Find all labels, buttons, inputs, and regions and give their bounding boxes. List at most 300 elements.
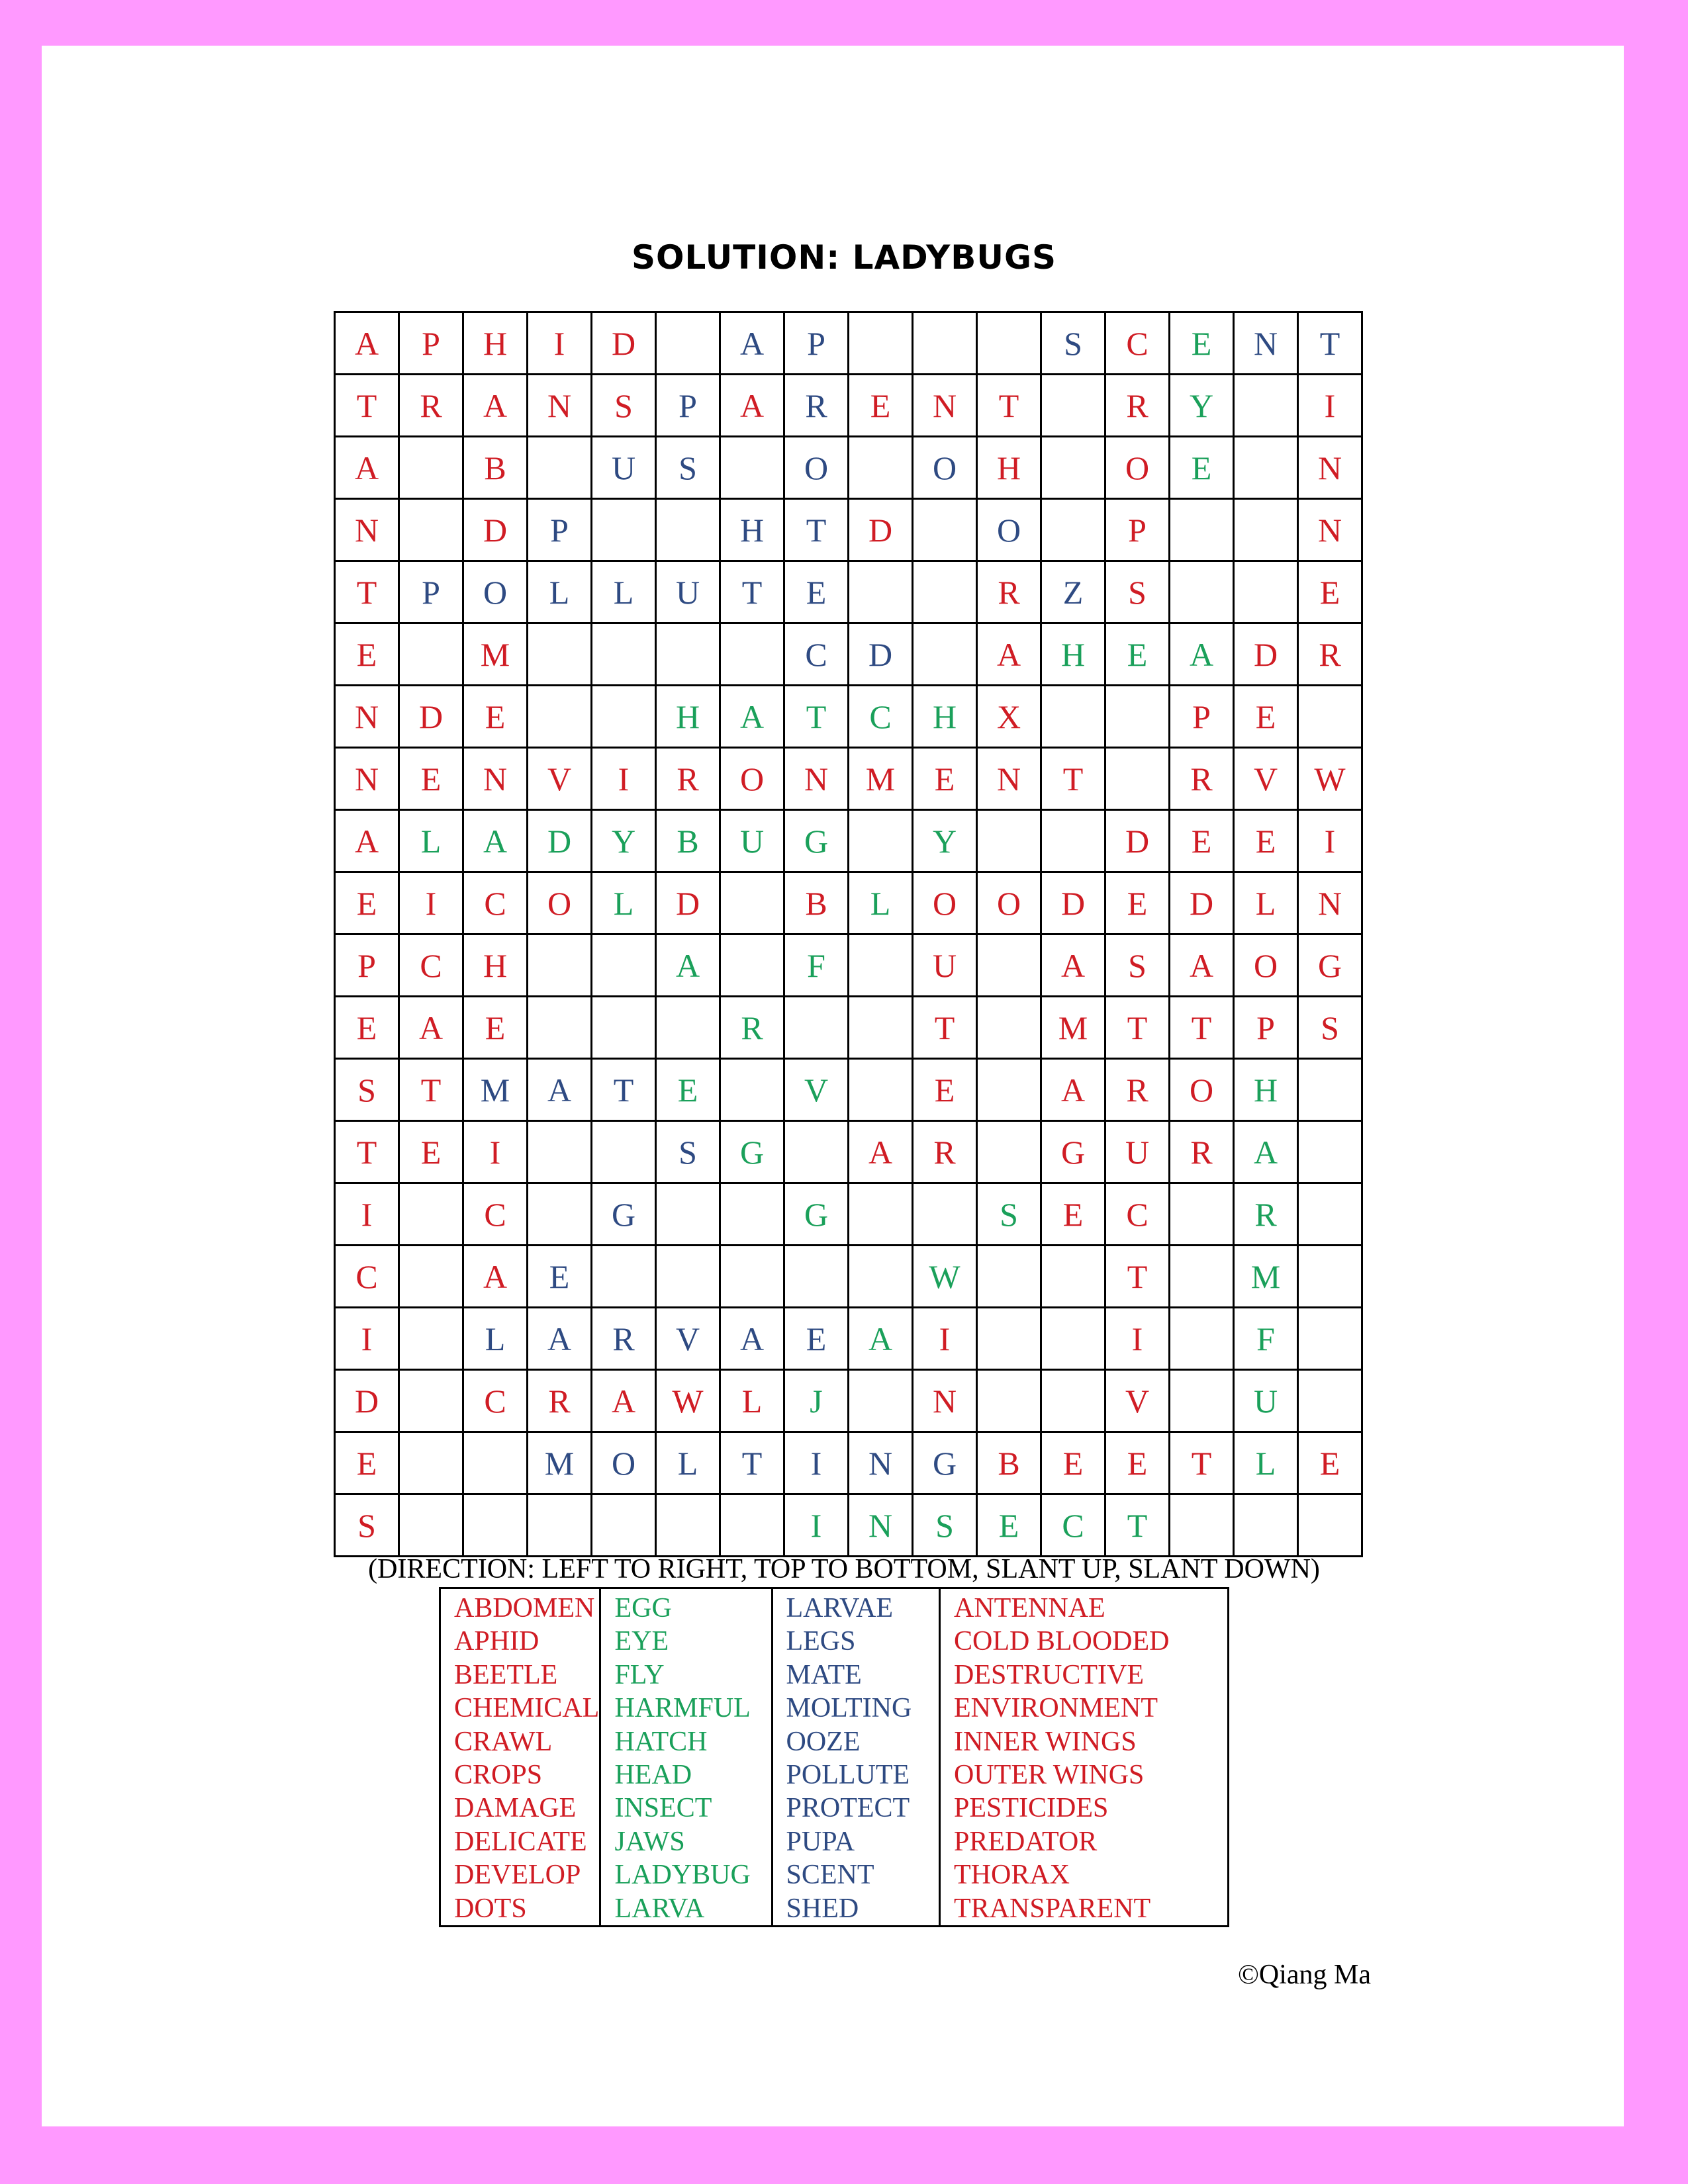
grid-cell <box>463 997 528 1059</box>
grid-letter: H <box>996 449 1021 486</box>
grid-cell <box>656 1183 720 1246</box>
grid-cell <box>720 499 784 561</box>
grid-letter: D <box>418 698 444 735</box>
word-list-item: DELICATE <box>454 1826 587 1857</box>
grid-letter: Y <box>1189 387 1214 424</box>
grid-letter: L <box>613 884 634 922</box>
grid-letter: S <box>1128 946 1147 984</box>
grid-cell <box>1041 1494 1105 1557</box>
grid-cell <box>656 872 720 934</box>
grid-cell <box>720 375 784 437</box>
word-list-item: CROPS <box>454 1760 543 1791</box>
grid-letter: H <box>932 698 957 735</box>
grid-letter: U <box>1125 1133 1150 1171</box>
grid-cell <box>849 810 913 872</box>
grid-cell <box>335 1246 399 1308</box>
grid-cell <box>1298 437 1362 499</box>
grid-cell <box>913 1432 977 1494</box>
grid-letter: E <box>1191 822 1212 860</box>
grid-cell <box>1170 561 1234 623</box>
grid-row <box>335 1246 1362 1308</box>
grid-cell <box>1170 1494 1234 1557</box>
grid-row <box>335 375 1362 437</box>
grid-cell <box>1041 1121 1105 1183</box>
grid-cell <box>849 748 913 810</box>
grid-letter: E <box>1319 573 1340 611</box>
grid-cell <box>1234 997 1298 1059</box>
grid-cell <box>1041 1370 1105 1432</box>
grid-cell <box>1170 437 1234 499</box>
grid-letter: O <box>932 449 957 486</box>
grid-cell <box>399 1432 463 1494</box>
grid-letter: A <box>996 635 1021 673</box>
grid-letter: T <box>741 573 763 611</box>
grid-cell <box>1105 1370 1170 1432</box>
grid-letter: V <box>547 760 572 797</box>
grid-letter: I <box>810 1506 822 1544</box>
grid-cell <box>1170 748 1234 810</box>
grid-cell <box>849 1308 913 1370</box>
grid-cell <box>592 1059 656 1121</box>
grid-cell <box>784 748 849 810</box>
grid-cell <box>1170 686 1234 748</box>
word-list-item: OUTER WINGS <box>954 1760 1145 1791</box>
grid-letter: A <box>739 324 765 362</box>
grid-letter: E <box>356 1444 377 1482</box>
grid-letter: R <box>612 1320 635 1357</box>
grid-cell <box>1298 872 1362 934</box>
grid-cell <box>463 1059 528 1121</box>
grid-cell <box>1041 1246 1105 1308</box>
direction-note: (DIRECTION: LEFT TO RIGHT, TOP TO BOTTOM, SLANT UP, SLANT DOWN) <box>368 1554 1320 1584</box>
grid-letter: U <box>739 822 765 860</box>
grid-cell <box>784 1308 849 1370</box>
grid-letter: Y <box>932 822 957 860</box>
grid-cell <box>1170 375 1234 437</box>
grid-letter: D <box>868 635 893 673</box>
grid-cell <box>977 561 1041 623</box>
grid-row <box>335 1059 1362 1121</box>
grid-letter: D <box>1125 822 1150 860</box>
grid-cell <box>592 1246 656 1308</box>
grid-cell <box>656 1494 720 1557</box>
grid-cell <box>463 1183 528 1246</box>
grid-letter: A <box>675 946 700 984</box>
grid-letter: T <box>1191 1009 1212 1046</box>
grid-letter: B <box>677 822 699 860</box>
grid-letter: E <box>420 760 442 797</box>
word-list-item: PUPA <box>786 1826 855 1857</box>
grid-cell <box>1234 1494 1298 1557</box>
grid-cell <box>656 1246 720 1308</box>
word-list-item: PESTICIDES <box>954 1793 1109 1824</box>
grid-cell <box>1105 686 1170 748</box>
grid-cell <box>399 810 463 872</box>
grid-letter: G <box>932 1444 957 1482</box>
grid-cell <box>977 499 1041 561</box>
grid-cell <box>977 1494 1041 1557</box>
grid-cell <box>977 1308 1041 1370</box>
grid-cell <box>592 934 656 997</box>
word-list-item: EYE <box>614 1626 669 1657</box>
grid-cell <box>528 623 592 686</box>
grid-letter: I <box>361 1195 373 1233</box>
grid-cell <box>784 997 849 1059</box>
grid-cell <box>913 872 977 934</box>
grid-letter: H <box>675 698 700 735</box>
grid-cell <box>592 1183 656 1246</box>
grid-letter: A <box>1060 946 1086 984</box>
grid-row <box>335 872 1362 934</box>
grid-cell <box>1298 499 1362 561</box>
grid-cell <box>463 934 528 997</box>
grid-cell <box>1298 1432 1362 1494</box>
grid-row <box>335 623 1362 686</box>
grid-cell <box>784 1059 849 1121</box>
grid-cell <box>1041 437 1105 499</box>
grid-cell <box>463 1121 528 1183</box>
grid-letter: I <box>810 1444 822 1482</box>
grid-cell <box>1170 997 1234 1059</box>
grid-cell <box>977 1059 1041 1121</box>
grid-row <box>335 686 1362 748</box>
grid-letter: Y <box>611 822 636 860</box>
grid-letter: G <box>804 822 829 860</box>
grid-row <box>335 1308 1362 1370</box>
grid-cell <box>335 1059 399 1121</box>
grid-letter: S <box>1321 1009 1339 1046</box>
grid-letter: E <box>420 1133 442 1171</box>
grid-cell <box>1298 375 1362 437</box>
grid-cell <box>913 1494 977 1557</box>
grid-cell <box>1234 561 1298 623</box>
grid-letter: E <box>485 1009 506 1046</box>
grid-letter: E <box>549 1257 570 1295</box>
grid-cell <box>913 1121 977 1183</box>
grid-letter: G <box>611 1195 636 1233</box>
grid-letter: R <box>1126 387 1149 424</box>
grid-letter: B <box>998 1444 1020 1482</box>
grid-letter: P <box>550 511 569 549</box>
grid-cell <box>592 872 656 934</box>
grid-cell <box>1041 312 1105 375</box>
grid-cell <box>528 810 592 872</box>
grid-cell <box>528 1059 592 1121</box>
grid-letter: G <box>739 1133 765 1171</box>
grid-cell <box>463 375 528 437</box>
grid-letter: T <box>806 511 827 549</box>
grid-letter: G <box>1317 946 1342 984</box>
grid-cell <box>849 997 913 1059</box>
word-list-item: HARMFUL <box>614 1693 751 1724</box>
grid-row <box>335 499 1362 561</box>
grid-cell <box>335 312 399 375</box>
grid-row <box>335 437 1362 499</box>
word-list-item: BEETLE <box>454 1659 558 1690</box>
grid-letter: T <box>1319 324 1340 362</box>
grid-letter: A <box>1060 1071 1086 1109</box>
grid-cell <box>1298 686 1362 748</box>
word-list-item: INSECT <box>614 1793 712 1824</box>
grid-cell <box>1105 623 1170 686</box>
grid-letter: I <box>489 1133 501 1171</box>
grid-cell <box>592 1308 656 1370</box>
grid-cell <box>592 437 656 499</box>
grid-cell <box>784 312 849 375</box>
grid-letter: C <box>420 946 442 984</box>
grid-cell <box>720 686 784 748</box>
grid-cell <box>1234 686 1298 748</box>
grid-cell <box>1105 997 1170 1059</box>
grid-letter: R <box>1254 1195 1277 1233</box>
grid-cell <box>399 561 463 623</box>
grid-cell <box>399 1121 463 1183</box>
grid-cell <box>335 997 399 1059</box>
grid-letter: S <box>357 1071 376 1109</box>
grid-cell <box>1234 1183 1298 1246</box>
grid-cell <box>1234 1121 1298 1183</box>
word-list-item: APHID <box>454 1626 539 1657</box>
grid-cell <box>1298 561 1362 623</box>
grid-letter: I <box>939 1320 951 1357</box>
grid-letter: G <box>804 1195 829 1233</box>
grid-letter: O <box>483 573 508 611</box>
grid-cell <box>528 1121 592 1183</box>
grid-cell <box>335 499 399 561</box>
grid-cell <box>1170 1370 1234 1432</box>
grid-cell <box>528 499 592 561</box>
grid-letter: D <box>1253 635 1278 673</box>
grid-cell <box>784 934 849 997</box>
grid-cell <box>656 997 720 1059</box>
grid-cell <box>1298 1308 1362 1370</box>
grid-letter: O <box>804 449 829 486</box>
grid-letter: E <box>806 573 827 611</box>
grid-row <box>335 934 1362 997</box>
grid-cell <box>335 623 399 686</box>
grid-letter: S <box>935 1506 954 1544</box>
grid-letter: E <box>998 1506 1019 1544</box>
grid-cell <box>1298 1059 1362 1121</box>
grid-letter: A <box>418 1009 444 1046</box>
grid-cell <box>1170 1059 1234 1121</box>
grid-cell <box>1105 437 1170 499</box>
grid-cell <box>463 312 528 375</box>
grid-letter: W <box>929 1257 961 1295</box>
grid-row <box>335 1183 1362 1246</box>
grid-letter: A <box>1189 946 1214 984</box>
grid-letter: G <box>1060 1133 1086 1171</box>
grid-letter: L <box>420 822 442 860</box>
grid-cell <box>528 1246 592 1308</box>
grid-letter: I <box>618 760 630 797</box>
grid-letter: T <box>356 387 377 424</box>
word-list-item: LEGS <box>786 1626 856 1657</box>
grid-cell <box>1298 1121 1362 1183</box>
grid-cell <box>849 1059 913 1121</box>
grid-cell <box>849 1494 913 1557</box>
grid-letter: P <box>679 387 697 424</box>
grid-cell <box>913 375 977 437</box>
grid-cell <box>463 810 528 872</box>
grid-cell <box>977 1246 1041 1308</box>
grid-cell <box>656 748 720 810</box>
grid-letter: E <box>1191 324 1212 362</box>
grid-cell <box>784 810 849 872</box>
grid-cell <box>977 375 1041 437</box>
grid-row <box>335 1370 1362 1432</box>
grid-letter: A <box>739 387 765 424</box>
grid-cell <box>656 1308 720 1370</box>
grid-cell <box>656 312 720 375</box>
grid-letter: T <box>356 1133 377 1171</box>
grid-letter: C <box>484 1382 506 1420</box>
grid-cell <box>1234 1308 1298 1370</box>
grid-letter: L <box>741 1382 763 1420</box>
grid-letter: M <box>1058 1009 1088 1046</box>
grid-letter: A <box>354 449 379 486</box>
word-list-item: LARVAE <box>786 1593 894 1623</box>
grid-cell <box>849 1121 913 1183</box>
grid-cell <box>913 312 977 375</box>
grid-cell <box>528 1494 592 1557</box>
grid-cell <box>528 872 592 934</box>
grid-cell <box>1298 1370 1362 1432</box>
grid-letter: A <box>739 698 765 735</box>
grid-cell <box>1298 1246 1362 1308</box>
grid-cell <box>784 1183 849 1246</box>
grid-cell <box>335 934 399 997</box>
grid-letter: R <box>998 573 1020 611</box>
grid-letter: T <box>613 1071 634 1109</box>
grid-cell <box>849 1183 913 1246</box>
grid-cell <box>913 1308 977 1370</box>
word-list-item: PROTECT <box>786 1793 910 1824</box>
grid-cell <box>720 748 784 810</box>
grid-cell <box>1105 1308 1170 1370</box>
word-list-column <box>600 1588 772 1927</box>
grid-cell <box>656 375 720 437</box>
grid-letter: E <box>356 1009 377 1046</box>
grid-letter: S <box>679 1133 697 1171</box>
grid-cell <box>656 934 720 997</box>
grid-letter: R <box>1126 1071 1149 1109</box>
copyright: ©Qiang Ma <box>1238 1960 1372 1990</box>
grid-cell <box>913 1059 977 1121</box>
grid-letter: H <box>1253 1071 1278 1109</box>
grid-cell <box>399 1494 463 1557</box>
grid-cell <box>399 623 463 686</box>
grid-letter: U <box>932 946 957 984</box>
grid-letter: R <box>741 1009 763 1046</box>
grid-cell <box>1170 1308 1234 1370</box>
grid-letter: C <box>484 884 506 922</box>
grid-letter: R <box>1190 1133 1213 1171</box>
grid-letter: M <box>480 635 510 673</box>
grid-cell <box>1298 997 1362 1059</box>
grid-cell <box>784 1370 849 1432</box>
word-list-column <box>440 1588 600 1927</box>
grid-letter: E <box>806 1320 827 1357</box>
grid-cell <box>720 437 784 499</box>
grid-cell <box>1170 1432 1234 1494</box>
grid-cell <box>1105 1059 1170 1121</box>
grid-letter: D <box>1189 884 1214 922</box>
grid-cell <box>1105 499 1170 561</box>
grid-cell <box>720 1308 784 1370</box>
grid-letter: P <box>422 573 440 611</box>
grid-letter: S <box>1128 573 1147 611</box>
grid-letter: E <box>356 635 377 673</box>
grid-letter: W <box>1314 760 1346 797</box>
grid-cell <box>849 561 913 623</box>
grid-letter: S <box>1000 1195 1018 1233</box>
grid-cell <box>335 1183 399 1246</box>
grid-cell <box>977 312 1041 375</box>
grid-letter: T <box>1127 1257 1148 1295</box>
grid-cell <box>399 1059 463 1121</box>
grid-letter: T <box>1191 1444 1212 1482</box>
grid-cell <box>592 1370 656 1432</box>
grid-cell <box>528 437 592 499</box>
word-list-item: DAMAGE <box>454 1793 577 1824</box>
grid-letter: V <box>1253 760 1278 797</box>
grid-cell <box>720 1432 784 1494</box>
grid-letter: T <box>998 387 1019 424</box>
grid-letter: N <box>932 1382 957 1420</box>
grid-letter: E <box>1062 1195 1084 1233</box>
grid-cell <box>913 437 977 499</box>
grid-letter: W <box>672 1382 704 1420</box>
grid-letter: E <box>1255 822 1276 860</box>
grid-cell <box>784 1246 849 1308</box>
grid-cell <box>1105 1246 1170 1308</box>
grid-letter: R <box>548 1382 571 1420</box>
grid-cell <box>335 1121 399 1183</box>
grid-cell <box>720 1183 784 1246</box>
grid-cell <box>528 1308 592 1370</box>
word-list-item: ABDOMEN <box>454 1593 595 1623</box>
grid-letter: N <box>354 698 379 735</box>
grid-letter: A <box>547 1071 572 1109</box>
grid-letter: R <box>1319 635 1341 673</box>
grid-letter: A <box>868 1320 893 1357</box>
grid-cell <box>656 1432 720 1494</box>
word-list-item: DESTRUCTIVE <box>954 1659 1145 1690</box>
word-list-item: TRANSPARENT <box>954 1893 1151 1924</box>
grid-letter: A <box>868 1133 893 1171</box>
grid-row <box>335 1121 1362 1183</box>
grid-letter: M <box>480 1071 510 1109</box>
grid-cell <box>399 686 463 748</box>
grid-cell <box>849 1370 913 1432</box>
grid-cell <box>592 1121 656 1183</box>
grid-letter: N <box>996 760 1021 797</box>
grid-cell <box>1105 872 1170 934</box>
grid-letter: T <box>356 573 377 611</box>
grid-cell <box>720 1494 784 1557</box>
grid-letter: D <box>547 822 572 860</box>
grid-cell <box>1298 810 1362 872</box>
grid-cell <box>977 934 1041 997</box>
grid-cell <box>1041 872 1105 934</box>
grid-cell <box>720 872 784 934</box>
grid-cell <box>913 934 977 997</box>
grid-letter: D <box>868 511 893 549</box>
grid-cell <box>1041 748 1105 810</box>
grid-letter: I <box>1324 387 1336 424</box>
grid-cell <box>399 1308 463 1370</box>
